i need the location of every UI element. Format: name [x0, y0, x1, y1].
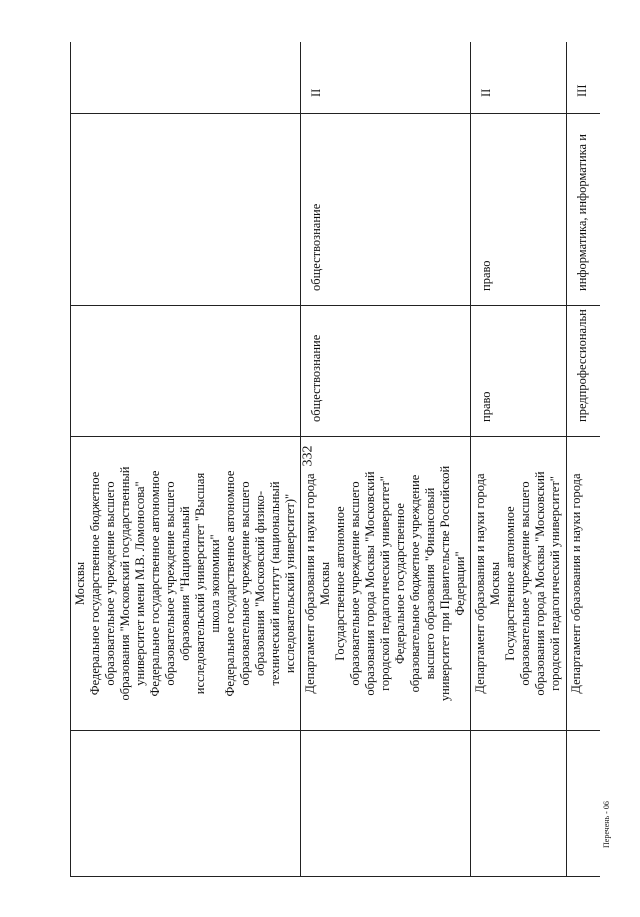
level-cell	[471, 42, 567, 114]
organizer-cell	[471, 437, 567, 731]
subjects-cell	[567, 114, 601, 306]
organizer-line: школа экономики"	[208, 534, 222, 633]
level-text: III	[575, 84, 589, 97]
organizer-line: образовательное учреждение высшего	[348, 481, 362, 686]
organizer-line: технический институт (национальный	[268, 481, 282, 686]
page-number: 332	[300, 445, 316, 467]
table-rotated-wrapper	[70, 42, 600, 877]
organizer-cell	[71, 437, 301, 731]
organizer-line: Федерации"	[453, 551, 467, 616]
organizer-line: Москвы	[73, 561, 87, 606]
subjects-cell	[471, 114, 567, 306]
organizer-line: Департамент образования и науки города	[303, 473, 317, 694]
level-cell	[301, 42, 471, 114]
subjects-text	[73, 118, 79, 301]
table-container	[70, 42, 600, 877]
organizer-line: Государственное автономное	[333, 506, 347, 661]
subjects-text: право	[479, 260, 493, 291]
profile-text	[73, 310, 79, 432]
table-row	[301, 42, 471, 877]
row-number-cell	[301, 731, 471, 877]
subjects-cell	[301, 114, 471, 306]
organizer-line: образования города Москвы "Московский	[533, 471, 547, 696]
level-cell	[71, 42, 301, 114]
profile-cell	[471, 306, 567, 437]
profile-text: право	[479, 391, 493, 422]
profile-cell	[71, 306, 301, 437]
table-row	[567, 42, 601, 877]
profile-text: предпрофессиональн	[575, 309, 589, 422]
organizer-line: Федеральное государственное бюджетное	[88, 471, 102, 696]
footer-note: Перечень - 06	[602, 801, 611, 848]
organizer-line: образовательное бюджетное учреждение	[408, 474, 422, 693]
organizer-line: исследовательский университет)"	[283, 493, 297, 674]
row-number-cell	[471, 731, 567, 877]
organizer-line: образовательное учреждение высшего	[238, 481, 252, 686]
organizer-line: образования "Московский физико-	[253, 491, 267, 676]
organizer-line: образовательное учреждение высшего	[518, 481, 532, 686]
organizer-line: Федеральное государственное автономное	[148, 470, 162, 697]
organizer-line: исследовательский университет "Высшая	[193, 472, 207, 695]
table-body	[71, 42, 601, 877]
organizer-line: Департамент образования и науки города	[473, 473, 487, 694]
subjects-text: обществознание	[309, 203, 323, 291]
olympiad-list-table	[70, 42, 600, 877]
organizer-line: образования "Московский государственный	[118, 466, 132, 701]
organizer-line: университет при Правительстве Российской	[438, 465, 452, 702]
subjects-cell	[71, 114, 301, 306]
organizer-line: городской педагогический университет"	[378, 476, 392, 691]
subjects-text: информатика, информатика и	[575, 134, 589, 291]
row-number-cell	[71, 731, 301, 877]
organizer-line: университет имени М.В. Ломоносова"	[133, 481, 147, 686]
organizer-cell	[567, 437, 601, 731]
profile-cell	[301, 306, 471, 437]
level-text: II	[309, 88, 323, 97]
organizer-line: образования "Национальный	[178, 506, 192, 661]
organizer-line: высшего образования "Финансовый	[423, 487, 437, 680]
organizer-line: образовательное учреждение высшего	[103, 481, 117, 686]
organizer-cell	[301, 437, 471, 731]
organizer-line: Москвы	[318, 561, 332, 606]
profile-text: обществознание	[309, 334, 323, 422]
level-cell	[567, 42, 601, 114]
organizer-line: городской педагогический университет"	[548, 476, 562, 691]
organizer-line: Федеральное государственное	[393, 503, 407, 664]
row-number-cell	[567, 731, 601, 877]
organizer-line: образования города Москвы "Московский	[363, 471, 377, 696]
profile-cell	[567, 306, 601, 437]
level-text: II	[479, 88, 493, 97]
organizer-line: Федеральное государственное автономное	[223, 470, 237, 697]
organizer-line: Департамент образования и науки города	[569, 473, 583, 694]
level-text	[73, 42, 79, 109]
table-row	[71, 42, 301, 877]
organizer-line: Москвы	[488, 561, 502, 606]
table-row	[471, 42, 567, 877]
organizer-line: Государственное автономное	[503, 506, 517, 661]
organizer-line: образовательное учреждение высшего	[163, 481, 177, 686]
